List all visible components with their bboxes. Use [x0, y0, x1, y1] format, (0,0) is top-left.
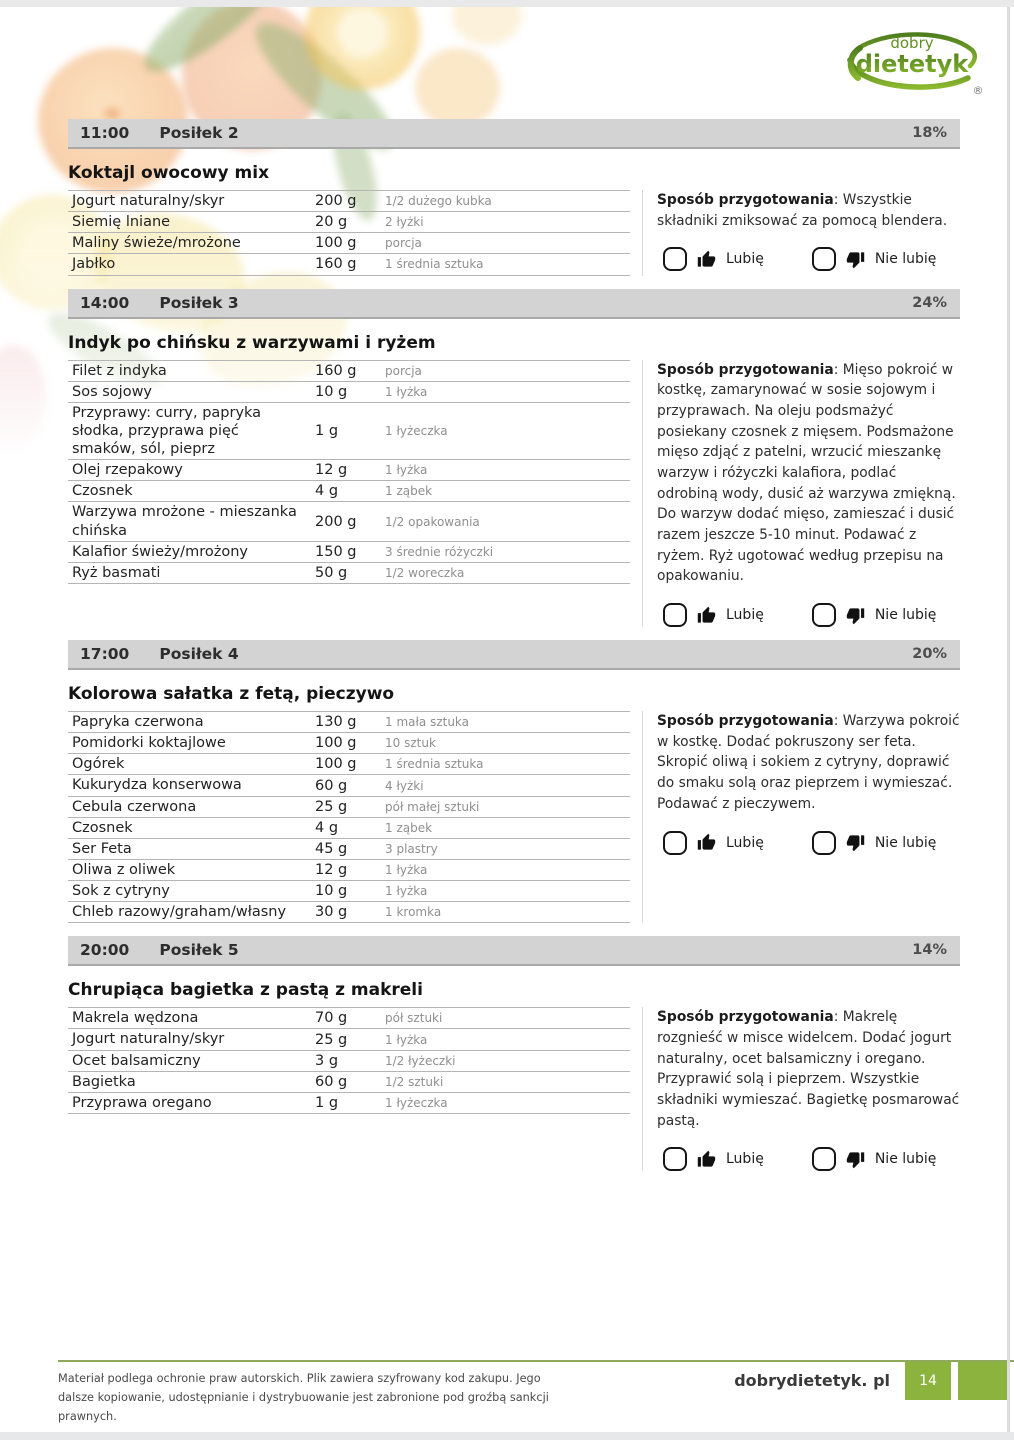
feedback-row	[663, 1147, 960, 1171]
ingredient-quantity: 100 g	[315, 735, 357, 752]
ingredient-row	[68, 191, 630, 212]
ingredient-row	[68, 212, 630, 233]
ingredient-name: Kukurydza konserwowa	[72, 777, 242, 794]
like-label: Lubię	[726, 834, 764, 851]
ingredient-quantity: 10 g	[315, 883, 348, 900]
meal-header-bar	[68, 119, 960, 149]
ingredient-name: Czosnek	[72, 483, 133, 500]
ingredient-quantity: 25 g	[315, 1031, 348, 1048]
ingredient-name: Ogórek	[72, 756, 125, 773]
preparation-text	[657, 360, 960, 588]
ingredient-row	[68, 1051, 630, 1072]
ingredient-row	[68, 775, 630, 796]
footer-divider-line	[58, 1360, 1014, 1362]
meal-header-bar	[68, 289, 960, 319]
ingredient-quantity: 200 g	[315, 193, 357, 210]
ingredient-measure: 1 ząbek	[385, 820, 433, 835]
meal-section	[0, 640, 1014, 923]
like-checkbox[interactable]	[663, 1147, 687, 1171]
ingredient-name: Czosnek	[72, 819, 133, 836]
preparation-panel	[642, 1007, 960, 1171]
ingredient-quantity: 25 g	[315, 798, 348, 815]
ingredient-name: Filet z indyka	[72, 362, 167, 379]
ingredient-quantity: 160 g	[315, 256, 357, 273]
ingredient-name: Bagietka	[72, 1073, 136, 1090]
ingredient-measure: 1/2 woreczka	[385, 565, 465, 580]
meal-title: Indyk po chińsku z warzywami i ryżem	[68, 332, 436, 353]
ingredient-quantity: 12 g	[315, 462, 348, 479]
dislike-group	[812, 603, 937, 627]
ingredient-row	[68, 361, 630, 382]
ingredient-quantity: 60 g	[315, 1073, 348, 1090]
meal-section	[0, 289, 1014, 628]
ingredient-row	[68, 712, 630, 733]
logo-text-top: dobry	[890, 34, 934, 52]
thumb-down-icon	[846, 833, 865, 852]
logo-text-main: dietetyk	[855, 50, 969, 78]
ingredient-row	[68, 233, 630, 254]
ingredient-quantity: 200 g	[315, 513, 357, 530]
ingredient-name: Chleb razowy/graham/własny	[72, 904, 287, 921]
ingredient-row	[68, 1072, 630, 1093]
dislike-label: Nie lubię	[874, 607, 937, 624]
page-edge-bottom	[0, 1432, 1014, 1440]
ingredients-table	[68, 711, 630, 923]
ingredient-measure: 1/2 sztuki	[385, 1074, 444, 1089]
page-edge-right	[1007, 7, 1010, 1432]
dislike-label: Nie lubię	[874, 834, 937, 851]
ingredient-row	[68, 382, 630, 403]
preparation-text	[657, 1007, 960, 1131]
ingredient-measure: pół małej sztuki	[385, 799, 480, 814]
meal-label: Posiłek 5	[159, 941, 239, 960]
ingredient-measure: 1 łyżka	[385, 384, 428, 399]
ingredient-measure: pół sztuki	[385, 1011, 443, 1026]
like-checkbox[interactable]	[663, 831, 687, 855]
ingredient-measure: 1 ząbek	[385, 484, 433, 499]
like-group	[663, 603, 764, 627]
ingredient-name: Oliwa z oliwek	[72, 861, 176, 878]
ingredient-measure: 3 średnie różyczki	[385, 544, 494, 559]
preparation-body: Warzywa pokroić w kostkę. Dodać pokruszony ser feta. Skropić oliwą i sokiem z cytryny, doprawić do smaku solą oraz pieprzem i wymieszać. Podawać z pieczywem.	[657, 713, 960, 812]
ingredient-name: Przyprawy: curry, papryka słodka, przyprawa pięć smaków, sól, pieprz	[72, 404, 262, 457]
meal-title: Kolorowa sałatka z fetą, pieczywo	[68, 684, 395, 705]
ingredient-row	[68, 733, 630, 754]
ingredient-measure: 1 średnia sztuka	[385, 257, 484, 272]
footer-accent-block	[958, 1362, 1008, 1400]
ingredient-measure: 1 łyżka	[385, 1032, 428, 1047]
ingredient-row	[68, 460, 630, 481]
ingredients-table	[68, 1007, 630, 1171]
ingredient-name: Ocet balsamiczny	[72, 1052, 201, 1069]
ingredient-name: Ser Feta	[72, 840, 132, 857]
meal-label: Posiłek 4	[159, 645, 239, 664]
meal-header-bar	[68, 640, 960, 670]
meal-title: Koktajl owocowy mix	[68, 163, 270, 183]
dislike-checkbox[interactable]	[812, 831, 836, 855]
ingredient-quantity: 70 g	[315, 1010, 348, 1027]
meal-header-bar	[68, 936, 960, 966]
preparation-panel	[642, 711, 960, 923]
like-label: Lubię	[726, 251, 764, 268]
ingredient-quantity: 3 g	[315, 1052, 339, 1069]
ingredient-measure: 1/2 łyżeczki	[385, 1053, 456, 1068]
ingredient-name: Olej rzepakowy	[72, 462, 183, 479]
ingredient-row	[68, 1029, 630, 1050]
ingredient-row	[68, 902, 630, 923]
preparation-panel	[642, 190, 960, 276]
ingredient-quantity: 130 g	[315, 714, 357, 731]
dislike-label: Nie lubię	[874, 251, 937, 268]
like-group	[663, 1147, 764, 1171]
ingredient-name: Makrela wędzona	[72, 1010, 199, 1027]
like-group	[663, 831, 764, 855]
ingredient-quantity: 1 g	[315, 422, 339, 439]
dislike-group	[812, 1147, 937, 1171]
copyright-notice: Materiał podlega ochronie praw autorskich. Plik zawiera szyfrowany kod zakupu. Jego dalsze kopiowanie, udostępnianie i dystrybuowanie jest zabronione pod groźbą sankcji prawnych.	[58, 1372, 549, 1424]
preparation-body: Wszystkie składniki zmiksować za pomocą blendera.	[657, 192, 948, 229]
ingredient-name: Ryż basmati	[72, 564, 161, 581]
ingredient-name: Sos sojowy	[72, 383, 153, 400]
dislike-checkbox[interactable]	[812, 1147, 836, 1171]
brand-logo	[826, 26, 998, 106]
ingredient-name: Kalafior świeży/mrożony	[72, 543, 248, 560]
dislike-checkbox[interactable]	[812, 603, 836, 627]
ingredient-measure: porcja	[385, 363, 422, 378]
ingredient-name: Siemię lniane	[72, 214, 171, 231]
meal-energy-percent: 18%	[912, 125, 947, 141]
thumb-up-icon	[697, 1150, 716, 1169]
ingredient-quantity: 10 g	[315, 383, 348, 400]
thumb-up-icon	[697, 606, 716, 625]
meal-time: 17:00	[80, 645, 130, 664]
ingredient-quantity: 30 g	[315, 904, 348, 921]
ingredient-name: Jogurt naturalny/skyr	[72, 193, 225, 209]
ingredient-quantity: 12 g	[315, 862, 348, 878]
ingredient-row	[68, 1008, 630, 1029]
ingredient-name: Sok z cytryny	[72, 883, 170, 900]
ingredient-measure: 1 mała sztuka	[385, 715, 470, 730]
ingredient-measure: 2 łyżki	[385, 215, 424, 230]
ingredient-measure: 1 łyżka	[385, 884, 428, 899]
ingredient-quantity: 160 g	[315, 362, 357, 379]
meal-section	[0, 936, 1014, 1171]
ingredient-measure: 1/2 opakowania	[385, 514, 480, 529]
registered-trademark-icon: ®	[972, 84, 984, 97]
ingredient-row	[68, 254, 630, 275]
ingredient-quantity: 150 g	[315, 543, 357, 560]
ingredient-row	[68, 839, 630, 860]
preparation-label: Sposób przygotowania	[657, 713, 834, 730]
thumb-down-icon	[846, 250, 865, 269]
preparation-label: Sposób przygotowania	[657, 1009, 834, 1026]
ingredient-name: Cebula czerwona	[72, 798, 197, 815]
ingredient-name: Warzywa mrożone - mieszanka chińska	[72, 504, 297, 539]
preparation-body: Mięso pokroić w kostkę, zamarynować w sosie sojowym i przyprawach. Na oleju podsmażyć posiekany czosnek z mięsem. Podsmażone mięso zdjąć z patelni, wrzucić mieszankę warzyw i różyczki kalafiora, podlać odrobiną wody, dusić aż warzywa zmiękną. Do warzyw dodać mięso, zamieszać i dusić razem jeszcze 5-10 minut. Podawać z ryżem. Ryż ugotować według przepisu na opakowaniu.	[657, 361, 956, 585]
ingredient-quantity: 20 g	[315, 214, 348, 231]
website-url: dobrydietetyk. pl	[734, 1371, 890, 1390]
ingredient-quantity: 4 g	[315, 483, 339, 500]
thumb-up-icon	[697, 250, 716, 269]
ingredient-measure: porcja	[385, 236, 422, 251]
preparation-text	[657, 711, 960, 814]
ingredient-row	[68, 481, 630, 502]
ingredient-name: Pomidorki koktajlowe	[72, 735, 226, 752]
ingredient-measure: 1 łyżeczka	[385, 423, 448, 438]
ingredient-measure: 1/2 dużego kubka	[385, 194, 492, 209]
ingredient-measure: 3 plastry	[385, 841, 438, 856]
meal-time: 14:00	[80, 293, 130, 312]
ingredient-measure: 4 łyżki	[385, 778, 424, 793]
preparation-text	[657, 190, 960, 231]
ingredient-name: Jabłko	[72, 256, 116, 273]
dislike-group	[812, 831, 937, 855]
meal-energy-percent: 14%	[912, 942, 947, 959]
page-number-badge: 14	[905, 1362, 951, 1400]
meal-title: Chrupiąca bagietka z pastą z makreli	[68, 980, 423, 1001]
meal-section	[0, 119, 1014, 276]
feedback-row	[663, 831, 960, 855]
ingredient-row	[68, 403, 630, 460]
feedback-row	[663, 603, 960, 627]
ingredient-name: Maliny świeże/mrożone	[72, 235, 241, 252]
ingredient-row	[68, 754, 630, 775]
meal-time: 20:00	[80, 941, 130, 960]
ingredient-quantity: 100 g	[315, 756, 357, 773]
ingredient-row	[68, 502, 630, 541]
ingredient-measure: 1 łyżka	[385, 863, 428, 877]
meal-time: 11:00	[80, 124, 130, 142]
colon: :	[833, 192, 843, 208]
ingredient-name: Papryka czerwona	[72, 714, 204, 731]
meal-label: Posiłek 2	[159, 124, 239, 142]
ingredients-table	[68, 360, 630, 628]
page-edge-top	[0, 0, 1014, 7]
ingredient-quantity: 100 g	[315, 235, 357, 252]
like-group	[663, 247, 764, 271]
ingredient-measure: 1 łyżka	[385, 463, 428, 478]
thumb-up-icon	[697, 833, 716, 852]
ingredient-quantity: 4 g	[315, 819, 339, 836]
dislike-group	[812, 247, 937, 271]
preparation-label: Sposób przygotowania	[657, 361, 834, 378]
ingredient-row	[68, 797, 630, 818]
ingredient-measure: 10 sztuk	[385, 736, 436, 751]
ingredient-measure: 1 średnia sztuka	[385, 757, 484, 772]
like-label: Lubię	[726, 607, 764, 624]
dislike-checkbox[interactable]	[812, 247, 836, 271]
thumb-down-icon	[846, 1150, 865, 1169]
colon: :	[833, 1009, 843, 1026]
colon: :	[833, 713, 843, 730]
ingredient-row	[68, 818, 630, 839]
ingredient-row	[68, 1093, 630, 1114]
colon: :	[833, 361, 843, 378]
preparation-body: Makrelę rozgnieść w misce widelcem. Dodać jogurt naturalny, ocet balsamiczny i oregano. Przyprawić solą i pieprzem. Wszystkie składniki wymieszać. Bagietkę posmarować pastą.	[657, 1009, 960, 1129]
meal-energy-percent: 20%	[912, 646, 947, 663]
ingredient-quantity: 45 g	[315, 840, 348, 857]
ingredient-name: Jogurt naturalny/skyr	[72, 1031, 225, 1048]
ingredient-quantity: 50 g	[315, 564, 348, 581]
ingredient-row	[68, 542, 630, 563]
preparation-label: Sposób przygotowania	[657, 192, 834, 208]
ingredient-quantity: 60 g	[315, 777, 348, 794]
like-checkbox[interactable]	[663, 247, 687, 271]
meal-energy-percent: 24%	[912, 294, 947, 311]
ingredients-table	[68, 190, 630, 276]
ingredient-row	[68, 881, 630, 902]
preparation-panel	[642, 360, 960, 628]
dislike-label: Nie lubię	[874, 1151, 937, 1168]
feedback-row	[663, 247, 960, 271]
ingredient-measure: 1 łyżeczka	[385, 1095, 448, 1110]
like-label: Lubię	[726, 1151, 764, 1168]
ingredient-measure: 1 kromka	[385, 905, 442, 920]
meal-label: Posiłek 3	[159, 293, 239, 312]
like-checkbox[interactable]	[663, 603, 687, 627]
ingredient-name: Przyprawa oregano	[72, 1094, 212, 1111]
thumb-down-icon	[846, 606, 865, 625]
ingredient-quantity: 1 g	[315, 1094, 339, 1111]
ingredient-row	[68, 860, 630, 881]
ingredient-row	[68, 563, 630, 584]
